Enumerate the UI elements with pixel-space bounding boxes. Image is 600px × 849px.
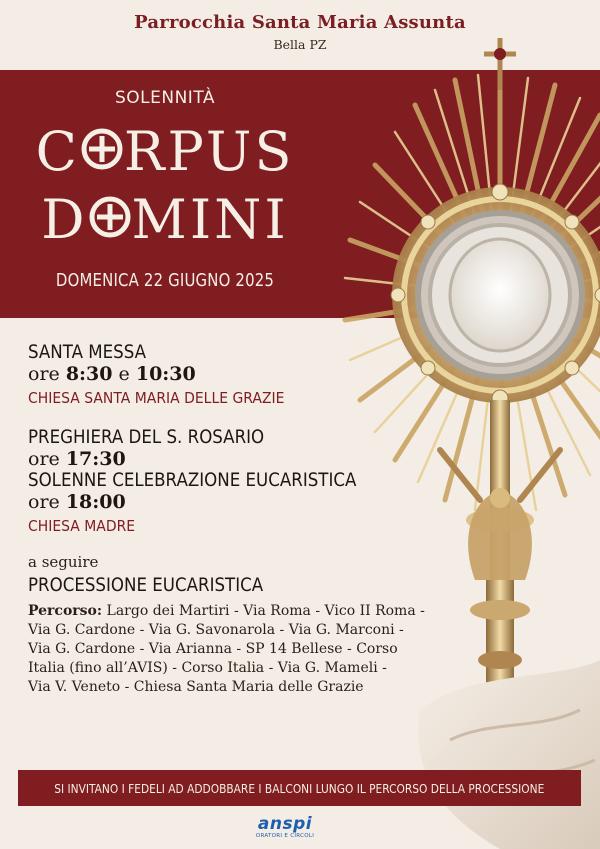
rosary-time-value: 17:30 — [65, 448, 126, 470]
route-line-1 — [28, 602, 488, 621]
mass-place: CHIESA SANTA MARIA DELLE GRAZIE — [28, 389, 285, 407]
mass-time-2: 10:30 — [135, 363, 196, 385]
parish-town: Bella PZ — [273, 37, 327, 52]
celebration-time-value: 18:00 — [65, 491, 126, 513]
route-text-1: Largo dei Martiri - Via Roma - Vico II Roma - — [106, 603, 425, 619]
procession-intro: a seguire — [28, 553, 99, 571]
overline: SOLENNITÀ — [114, 88, 216, 108]
rosary-title: PREGHIERA DEL S. ROSARIO — [28, 427, 265, 448]
title-corpus-c: C — [35, 120, 80, 183]
mass-title: SANTA MESSA — [28, 342, 147, 363]
anspi-logo — [247, 815, 323, 845]
title-corpus-rest: RPUS — [123, 120, 295, 183]
mass-time-1: 8:30 — [65, 363, 113, 385]
route-line-2: Via G. Cardone - Via G. Savonarola - Via G. Marconi - — [28, 622, 404, 638]
rosary-time-prefix: ore — [28, 448, 60, 470]
procession-route — [28, 602, 488, 697]
route-line-5: Via V. Veneto - Chiesa Santa Maria delle Grazie — [28, 679, 364, 695]
footer-notice: SI INVITANO I FEDELI AD ADDOBBARE I BALCONI LUNGO IL PERCORSO DELLA PROCESSIONE — [54, 780, 545, 796]
logo-subtitle: ORATORI E CIRCOLI — [255, 833, 315, 839]
celebration-place: CHIESA MADRE — [28, 517, 136, 535]
program — [28, 342, 488, 697]
title-domini-d: D — [41, 188, 88, 251]
route-line-4: Italia (fino all’AVIS) - Corso Italia - Via G. Mameli - — [28, 660, 387, 676]
logo-word: anspi — [257, 814, 313, 834]
footer-notice-bar — [18, 770, 581, 806]
route-line-3: Via G. Cardone - Via Arianna - SP 14 Bellese - Corso — [28, 641, 398, 657]
mass-times-prefix: ore — [28, 363, 60, 385]
cross-o-icon — [88, 188, 132, 251]
cross-o-icon — [80, 120, 124, 183]
event-date: DOMENICA 22 GIUGNO 2025 — [55, 270, 275, 291]
parish-header — [0, 12, 600, 52]
title-line-1 — [0, 120, 330, 183]
celebration-title: SOLENNE CELEBRAZIONE EUCARISTICA — [28, 470, 357, 491]
celebration-time-prefix: ore — [28, 491, 60, 513]
mass-times — [28, 363, 488, 385]
title-domini-rest: MINI — [131, 188, 289, 251]
title-line-2 — [0, 188, 330, 251]
route-label: Percorso: — [28, 603, 103, 619]
banner-text — [0, 70, 330, 318]
parish-name: Parrocchia Santa Maria Assunta — [134, 12, 466, 33]
rosary-time — [28, 448, 488, 470]
celebration-time — [28, 491, 488, 513]
procession-title: PROCESSIONE EUCARISTICA — [28, 575, 264, 596]
mass-times-and: e — [118, 363, 130, 385]
